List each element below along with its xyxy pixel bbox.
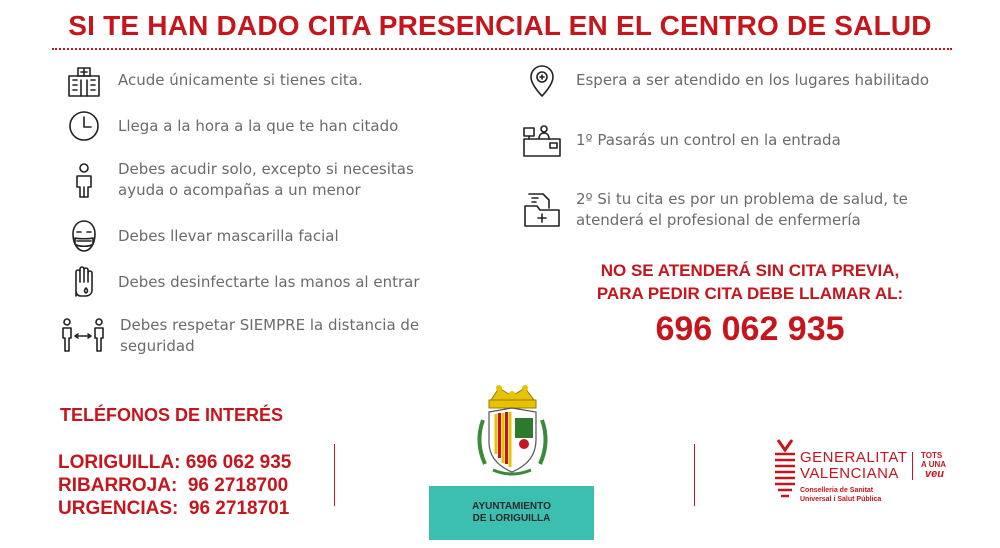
generalitat-name <box>800 450 907 482</box>
medical-folder-icon <box>520 188 564 232</box>
item-text: Debes acudir solo, excepto si necesitas ayuda o acompañas a un menor <box>118 160 414 199</box>
list-item <box>520 188 940 232</box>
page-title: SI TE HAN DADO CITA PRESENCIAL EN EL CENTRO DE SALUD <box>68 10 932 41</box>
appointment-phone: 696 062 935 <box>655 310 845 348</box>
title-divider <box>52 48 952 50</box>
tots-a-una-label <box>921 451 946 469</box>
list-item <box>58 314 498 358</box>
generalitat-name-2: VALENCIANA <box>800 465 899 482</box>
hospital-icon <box>62 58 106 102</box>
list-item <box>62 58 363 102</box>
face-mask-icon <box>62 214 106 258</box>
conselleria-line-1: Conselleria de Sanitat <box>800 487 874 494</box>
list-item <box>62 214 339 258</box>
generalitat-separator <box>912 452 913 480</box>
list-item <box>62 104 398 148</box>
clock-icon <box>62 104 106 148</box>
ayuntamiento-line-1: AYUNTAMIENTO <box>472 501 551 512</box>
item-text: Acude únicamente si tienes cita. <box>118 70 363 89</box>
generalitat-logo-icon <box>772 438 798 500</box>
ayuntamiento-crest <box>465 382 560 482</box>
item-text: 1º Pasarás un control en la entrada <box>576 130 841 149</box>
tots-line-1: TOTS <box>921 451 943 460</box>
location-pin-icon <box>520 58 564 102</box>
phone-urgencias: URGENCIAS: 96 2718701 <box>58 498 290 519</box>
list-item <box>520 58 929 102</box>
phone-ribarroja: RIBARROJA: 96 2718700 <box>58 475 289 496</box>
item-text: Debes respetar SIEMPRE la distancia de seguridad <box>120 316 420 355</box>
conselleria-label <box>800 486 881 504</box>
list-item <box>62 260 420 304</box>
item-text: Debes llevar mascarilla facial <box>118 226 339 245</box>
warning-line-2: PARA PEDIR CITA DEBE LLAMAR AL: <box>596 284 904 303</box>
generalitat-name-1: GENERALITAT <box>800 449 908 466</box>
warning-line-1: NO SE ATENDERÁ SIN CITA PREVIA, <box>600 261 900 280</box>
list-item <box>62 158 482 202</box>
item-text: 2º Si tu cita es por un problema de salud, te atenderá el profesional de enfermería <box>576 190 908 229</box>
hand-sanitize-icon <box>62 260 106 304</box>
conselleria-line-2: Universal i Salut Pública <box>800 496 882 503</box>
social-distance-icon <box>58 314 108 358</box>
person-icon <box>62 158 106 202</box>
reception-desk-icon <box>520 118 564 162</box>
veu-label: veu <box>925 468 944 480</box>
ayuntamiento-line-2: DE LORIGUILLA <box>472 513 551 524</box>
item-text: Espera a ser atendido en los lugares habilitado <box>576 70 930 89</box>
divider <box>694 444 695 506</box>
item-text: Llega a la hora a la que te han citado <box>118 116 399 135</box>
divider <box>334 444 335 506</box>
ayuntamiento-label <box>429 486 594 540</box>
tots-line-2: A UNA <box>921 460 947 469</box>
telefonos-title: TELÉFONOS DE INTERÉS <box>60 405 284 425</box>
phone-loriguilla: LORIGUILLA: 696 062 935 <box>58 452 292 473</box>
list-item <box>520 118 841 162</box>
item-text: Debes desinfectarte las manos al entrar <box>118 272 420 291</box>
